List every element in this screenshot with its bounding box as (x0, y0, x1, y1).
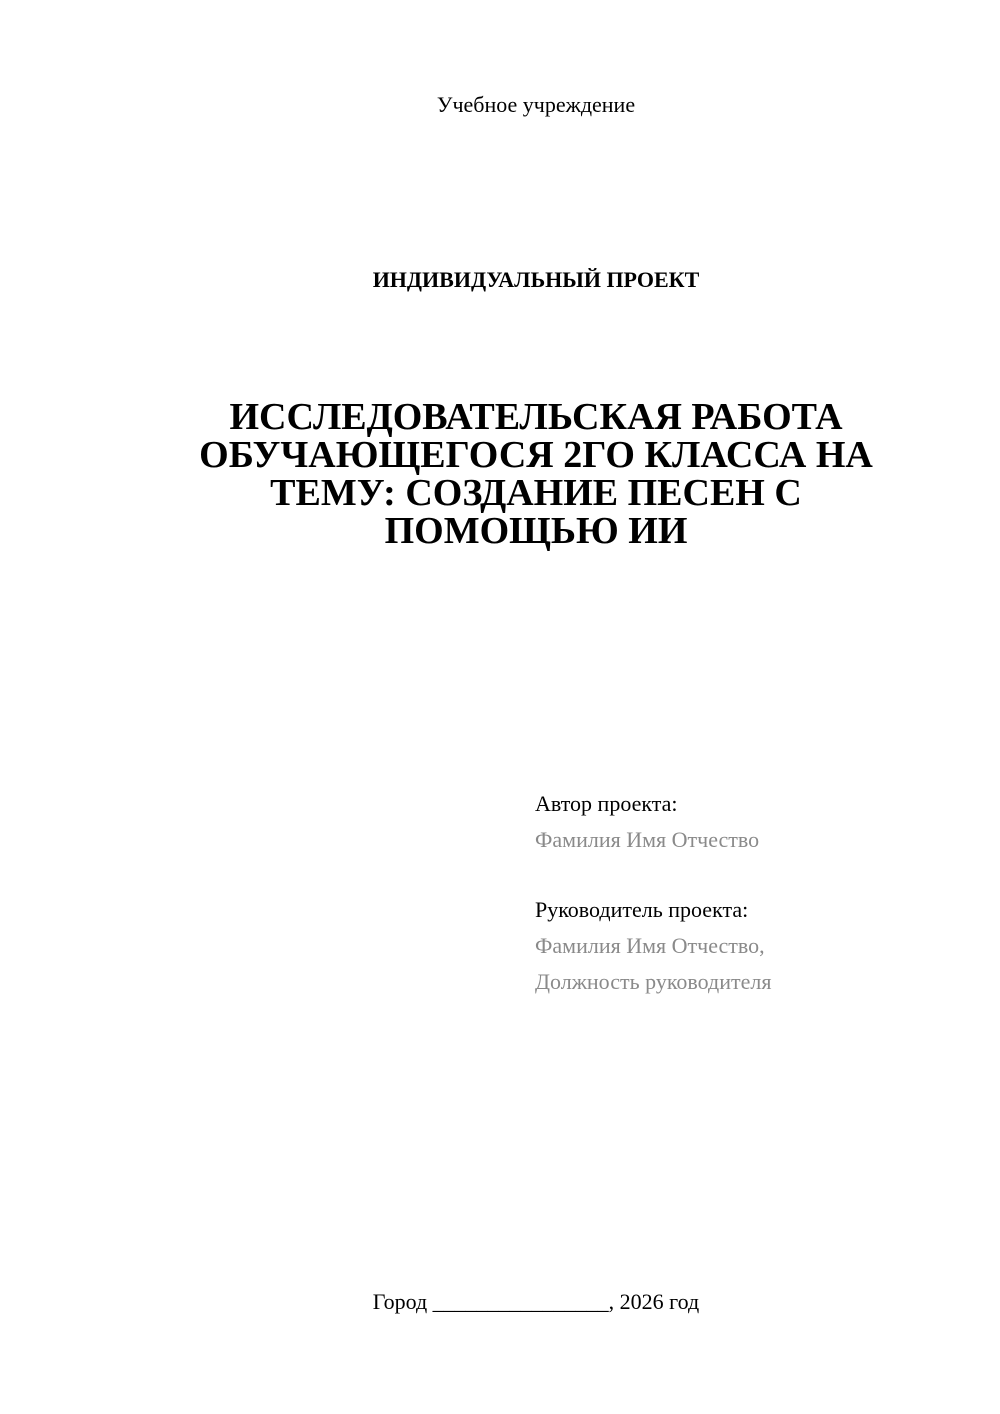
city-year-line: Город ________________, 2026 год (372, 1289, 700, 1314)
title-line: ОБУЧАЮЩЕГОСЯ 2ГО КЛАССА НА (199, 434, 873, 476)
supervisor-name: Фамилия Имя Отчество, (535, 933, 765, 958)
supervisor-block (535, 892, 771, 1000)
title-line: ИССЛЕДОВАТЕЛЬСКАЯ РАБОТА (229, 396, 843, 438)
supervisor-label: Руководитель проекта: (535, 897, 749, 922)
title-line: ПОМОЩЬЮ ИИ (384, 510, 688, 552)
institution-name: Учебное учреждение (436, 92, 636, 117)
document-type: ИНДИВИДУАЛЬНЫЙ ПРОЕКТ (372, 267, 700, 292)
author-block (535, 786, 759, 858)
author-name: Фамилия Имя Отчество (535, 827, 760, 852)
supervisor-position: Должность руководителя (535, 969, 772, 994)
title-line: ТЕМУ: СОЗДАНИЕ ПЕСЕН С (270, 472, 802, 514)
author-label: Автор проекта: (535, 791, 678, 816)
project-title (170, 398, 902, 550)
